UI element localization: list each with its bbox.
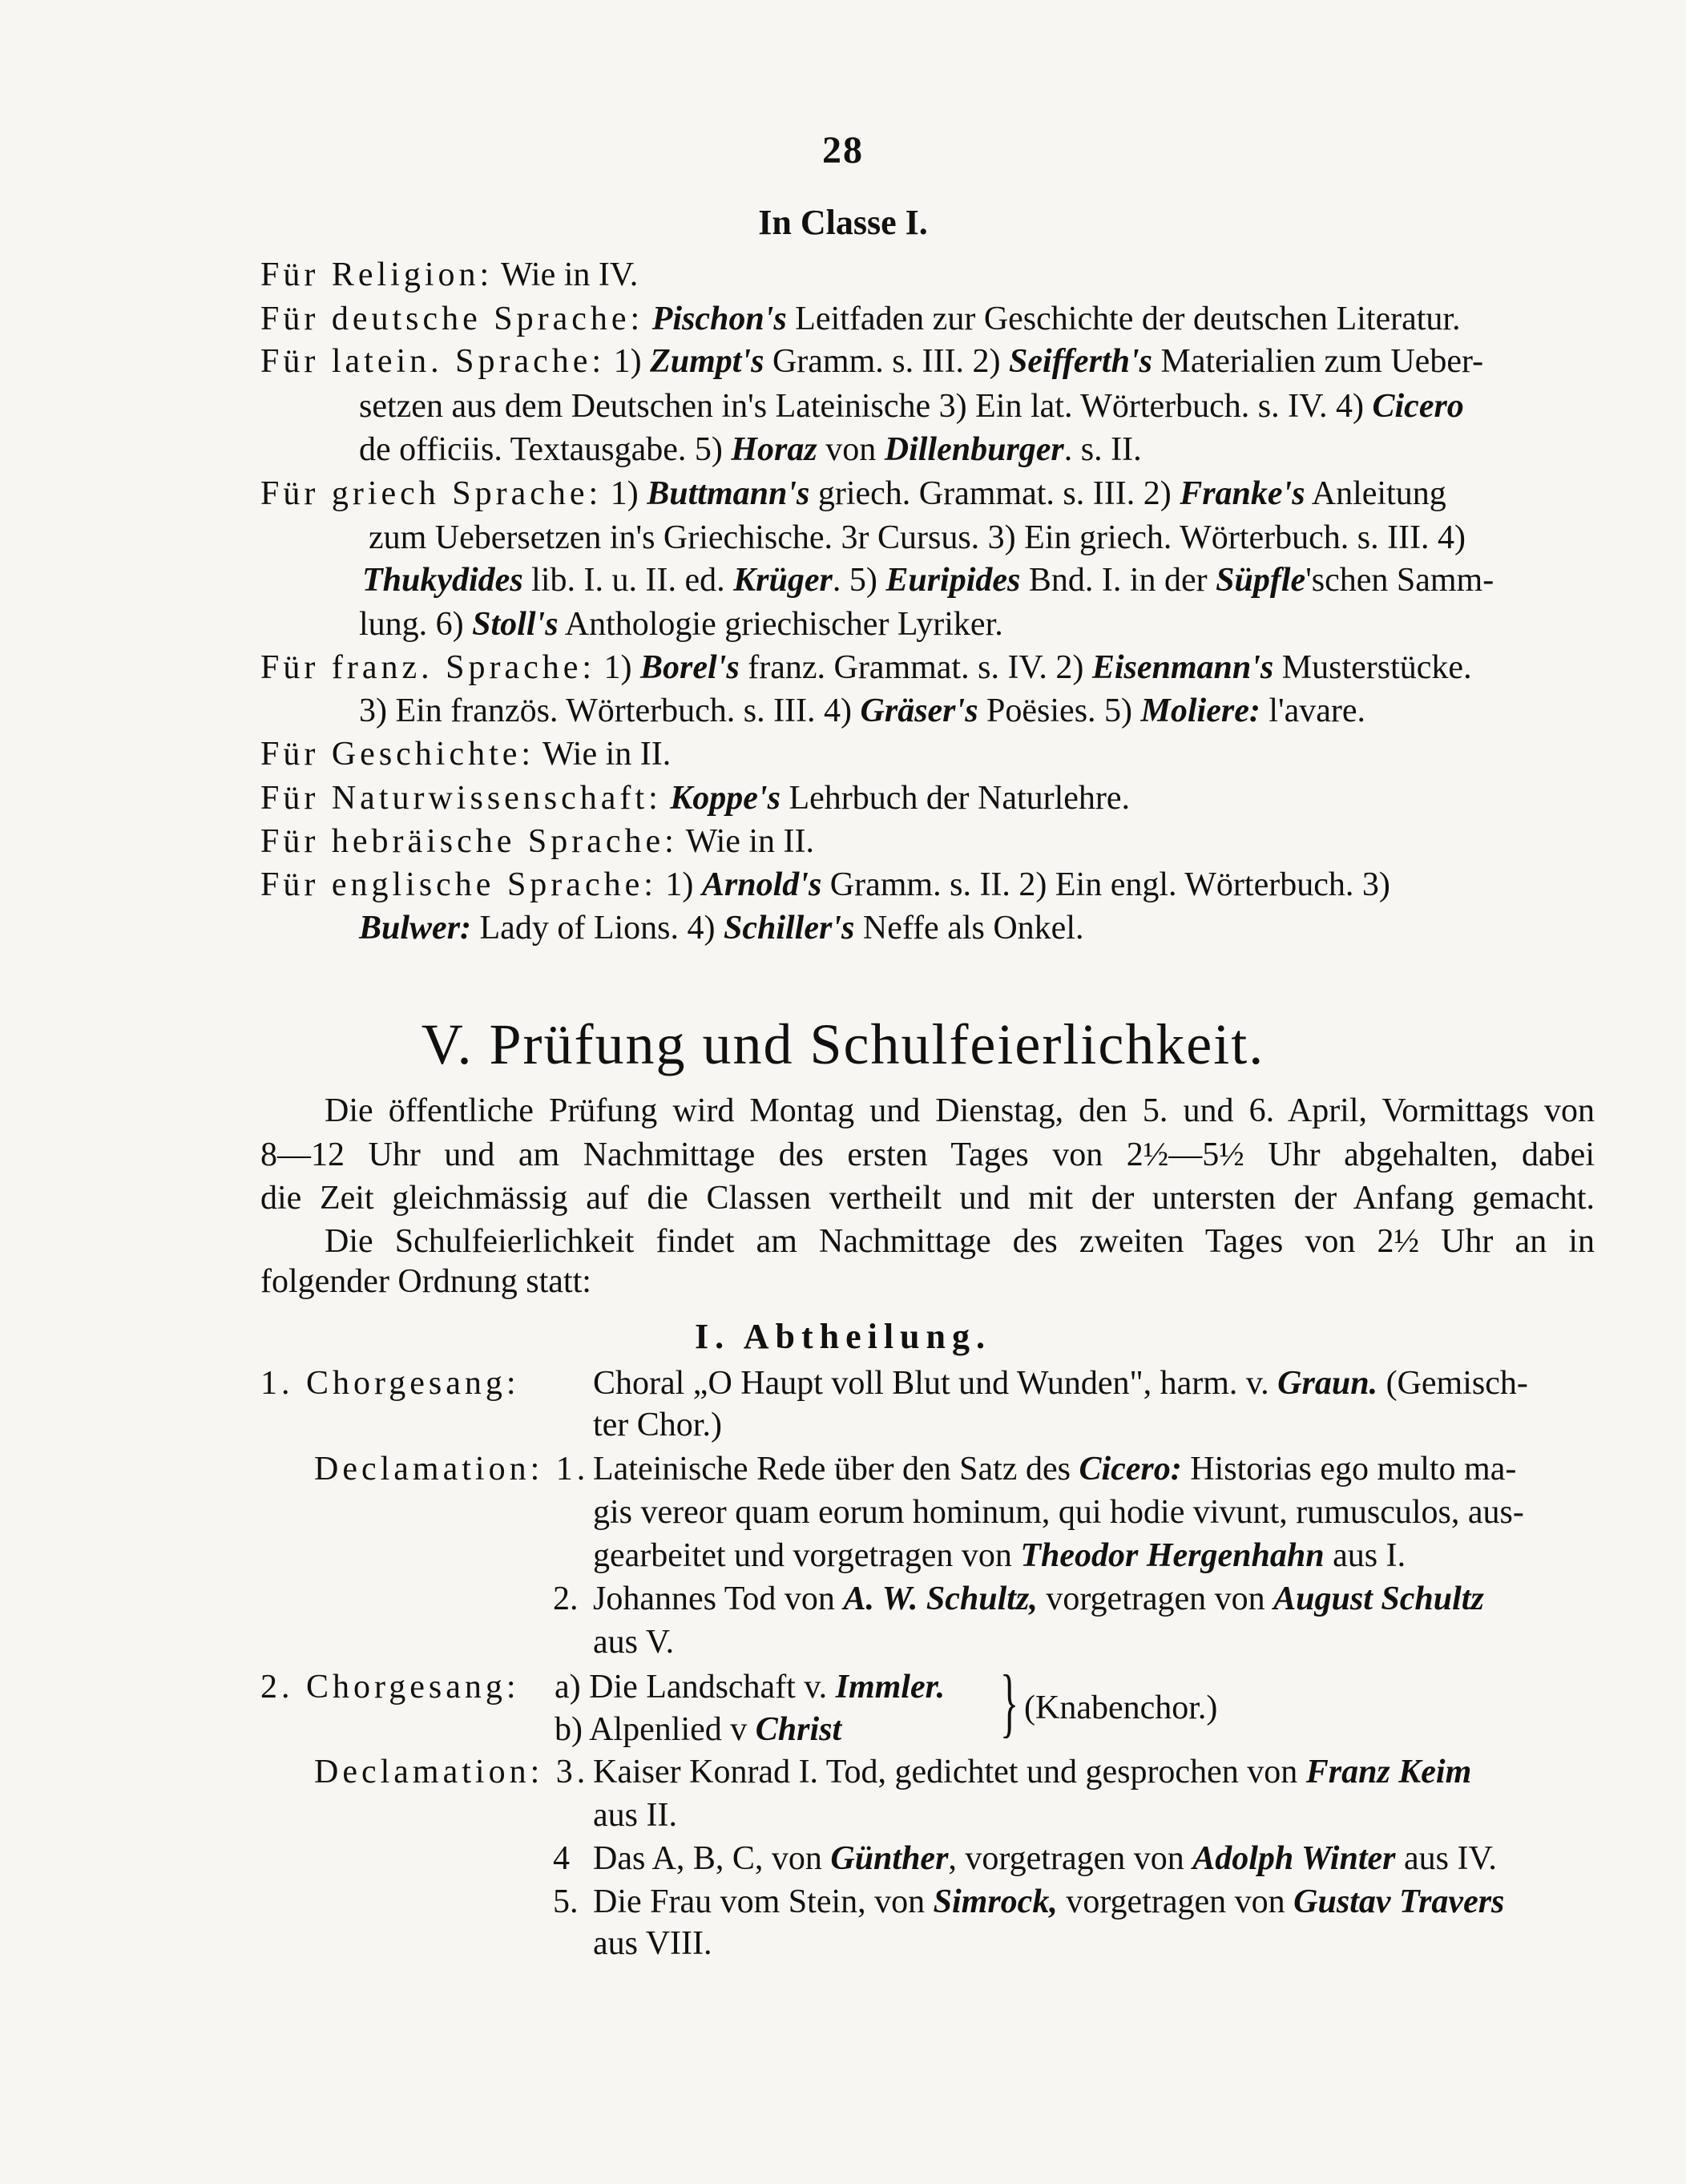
text-run: lung. 6): [359, 606, 464, 643]
chorgesang-label: 2. Chorgesang:: [260, 1669, 520, 1706]
program-item-johannes: [593, 1582, 1484, 1616]
paragraph-line: Die öffentliche Prüfung wird Montag und Dienstag, den 5. und 6. April, Vormittags von: [325, 1092, 1595, 1129]
program-item-johannes-line2: aus V.: [593, 1624, 675, 1661]
program-item-frau-vom-stein: [593, 1885, 1504, 1919]
text-run: (Gemisch-: [1386, 1365, 1528, 1402]
item-number: 2.: [553, 1580, 579, 1617]
author-name: Horaz: [731, 431, 817, 468]
author-name: Borel's: [640, 649, 740, 686]
author-name: Zumpt's: [650, 343, 764, 380]
program-item-rede-line2: gis vereor quam eorum hominum, qui hodie vivunt, rumusculos, aus-: [593, 1494, 1524, 1531]
text-run: aus IV.: [1404, 1840, 1497, 1877]
person-name: Franz Keim: [1305, 1754, 1472, 1790]
paragraph-line: die Zeit gleichmässig auf die Classen vertheilt und mit der untersten der Anfang gemacht.: [260, 1180, 1595, 1217]
text-run: vorgetragen von: [1046, 1580, 1265, 1617]
text-run: Poësies. 5): [986, 692, 1133, 729]
declamation-label: Declamation: 3.: [314, 1754, 590, 1790]
text-run: Die Frau vom Stein, von: [593, 1883, 926, 1920]
subject-griech-line4: [359, 608, 1003, 641]
author-name: A. W. Schultz,: [843, 1580, 1038, 1617]
program-label: [314, 1755, 589, 1789]
subject-latein-line3: [359, 433, 1142, 466]
author-name: Franke's: [1180, 475, 1305, 512]
text-run: Gramm. s. III. 2): [772, 343, 1001, 380]
author-name: Krüger: [733, 562, 833, 599]
subject-label: Für Geschichte:: [260, 736, 535, 773]
author-name: Stoll's: [472, 606, 559, 643]
text-run: Lateinische Rede über den Satz des: [593, 1451, 1071, 1488]
text-run: lib. I. u. II. ed.: [531, 562, 725, 599]
subject-griech-line3: [362, 563, 1494, 597]
text-run: griech. Grammat. s. III. 2): [817, 475, 1172, 512]
author-name: Eisenmann's: [1091, 649, 1274, 686]
text-run: Lady of Lions. 4): [479, 910, 716, 947]
text-run: 1): [613, 343, 642, 380]
subject-griech-line2: [369, 521, 1466, 555]
author-name: Koppe's: [670, 780, 780, 817]
author-name: Simrock,: [933, 1883, 1058, 1920]
subject-label: Für Religion:: [260, 256, 494, 293]
text-run: setzen aus dem Deutschen in's Lateinische 3) Ein lat. Wörterbuch. s. IV. 4): [359, 388, 1364, 425]
program-label: [260, 1670, 520, 1704]
author-name: Buttmann's: [647, 475, 810, 512]
program-item-rede-line3: [593, 1539, 1406, 1572]
subject-natur: [260, 781, 1130, 815]
text-run: 1): [603, 649, 632, 686]
subject-label: Für hebräische Sprache:: [260, 823, 678, 860]
text-run: , vorgetragen von: [948, 1840, 1184, 1877]
author-name: Christ: [755, 1711, 842, 1748]
text-run: Kaiser Konrad I. Tod, gedichtet und gesprochen von: [593, 1754, 1298, 1790]
text-run: vorgetragen von: [1066, 1883, 1285, 1920]
subject-franz-line2: [359, 694, 1365, 728]
text-run: Anthologie griechischer Lyriker.: [564, 606, 1003, 643]
subject-engl-line2: [359, 911, 1083, 945]
program-item-landschaft: [555, 1670, 945, 1704]
text-run: Gramm. s. II. 2) Ein engl. Wörterbuch. 3): [829, 866, 1390, 903]
program-item-rede: [593, 1452, 1516, 1486]
subject-label: Für latein. Sprache:: [260, 343, 606, 380]
author-name: Euripides: [885, 562, 1021, 599]
author-name: Süpfle: [1216, 562, 1306, 599]
program-item-konrad: [593, 1755, 1471, 1789]
program-item-abc: [593, 1842, 1497, 1875]
section-heading: V. Prüfung und Schulfeierlichkeit.: [421, 1012, 1265, 1076]
text-run: l'avare.: [1269, 692, 1365, 729]
text-run: gearbeitet und vorgetragen von: [593, 1537, 1012, 1574]
text-run: franz. Grammat. s. IV. 2): [748, 649, 1084, 686]
author-name: Pischon's: [651, 301, 787, 337]
program-item-frau-vom-stein-line2: aus VIII.: [593, 1925, 712, 1962]
subject-hebr: [260, 825, 814, 858]
program-item-konrad-line2: aus II.: [593, 1797, 677, 1834]
text-run: b) Alpenlied v: [555, 1711, 748, 1748]
text-run: Materialien zum Ueber-: [1160, 343, 1484, 380]
subject-label: Für englische Sprache:: [260, 866, 657, 903]
text-run: 'schen Samm-: [1305, 562, 1494, 599]
program-item-alpenlied: [555, 1713, 841, 1746]
subject-franz: [260, 651, 1472, 684]
subject-religion: [260, 258, 638, 292]
subject-label: Für deutsche Sprache:: [260, 301, 644, 337]
paragraph-line: folgender Ordnung statt:: [260, 1263, 591, 1300]
subject-text: Lehrbuch der Naturlehre.: [789, 780, 1131, 817]
chorgesang-label: 1. Chorgesang:: [260, 1365, 520, 1402]
declamation-label: Declamation: 1.: [314, 1451, 590, 1488]
program-label: [260, 1367, 520, 1400]
text-run: 3) Ein französ. Wörterbuch. s. III. 4): [359, 692, 853, 729]
subject-text: Wie in II.: [685, 823, 815, 860]
text-run: Choral „O Haupt voll Blut und Wunden", harm. v.: [593, 1365, 1269, 1402]
text-run: 1): [610, 475, 639, 512]
paragraph-line: Die Schulfeierlichkeit findet am Nachmittage des zweiten Tages von 2½ Uhr an in: [325, 1223, 1595, 1260]
text-run: 1): [665, 866, 694, 903]
page-number: 28: [822, 129, 864, 172]
author-name: Graun.: [1277, 1365, 1378, 1402]
author-name: Günther: [830, 1840, 949, 1877]
item-number: 4: [553, 1840, 570, 1877]
subject-label: Für Naturwissenschaft:: [260, 780, 662, 817]
text-run: Historias ego multo ma-: [1190, 1451, 1517, 1488]
text-run: Bnd. I. in der: [1028, 562, 1208, 599]
subject-latein: [260, 345, 1483, 378]
person-name: August Schultz: [1273, 1580, 1484, 1617]
subject-engl: [260, 868, 1390, 902]
author-name: Schiller's: [723, 910, 855, 947]
author-name: Cicero:: [1079, 1451, 1182, 1488]
text-run: Musterstücke.: [1281, 649, 1472, 686]
subject-label: Für griech Sprache:: [260, 475, 603, 512]
item-number: 5.: [553, 1883, 579, 1920]
text-run: . 5): [832, 562, 877, 599]
text-run: Johannes Tod von: [593, 1580, 835, 1617]
text-run: a) Die Landschaft v.: [555, 1669, 828, 1706]
subject-latein-line2: [359, 390, 1464, 423]
author-name: Arnold's: [701, 866, 822, 903]
subject-geschichte: [260, 737, 671, 771]
subject-text: Wie in IV.: [500, 256, 639, 293]
subject-text: Leitfaden zur Geschichte der deutschen Literatur.: [795, 301, 1461, 337]
classe-heading: In Classe I.: [758, 203, 928, 242]
author-name: Cicero: [1372, 388, 1464, 425]
author-name: Thukydides: [362, 562, 523, 599]
text-run: de officiis. Textausgabe. 5): [359, 431, 723, 468]
person-name: Gustav Travers: [1293, 1883, 1505, 1920]
subject-text: Wie in II.: [542, 736, 672, 773]
text-run: Neffe als Onkel.: [862, 910, 1084, 947]
program-label: [314, 1452, 589, 1486]
program-item-choral-line2: ter Chor.): [593, 1407, 722, 1443]
subject-label: Für franz. Sprache:: [260, 649, 596, 686]
author-name: Bulwer:: [359, 910, 472, 947]
knabenchor-note: (Knabenchor.): [1024, 1689, 1218, 1726]
author-name: Dillenburger: [884, 431, 1064, 468]
author-name: Gräser's: [860, 692, 978, 729]
text-run: zum Uebersetzen in's Griechische. 3r Cursus. 3) Ein griech. Wörterbuch. s. III. 4): [369, 519, 1466, 556]
author-name: Immler.: [835, 1669, 946, 1706]
abteilung-heading: I. Abtheilung.: [695, 1317, 991, 1356]
text-run: . s. II.: [1063, 431, 1142, 468]
subject-deutsch: [260, 302, 1461, 336]
text-run: aus I.: [1333, 1537, 1406, 1574]
person-name: Theodor Hergenhahn: [1020, 1537, 1325, 1574]
brace: }: [1000, 1659, 1019, 1745]
person-name: Adolph Winter: [1192, 1840, 1396, 1877]
text-run: Anleitung: [1311, 475, 1446, 512]
program-item-choral: [593, 1367, 1528, 1400]
paragraph-line: 8—12 Uhr und am Nachmittage des ersten Tages von 2½—5½ Uhr abgehalten, dabei: [260, 1136, 1595, 1173]
author-name: Moliere:: [1140, 692, 1260, 729]
subject-griech: [260, 477, 1446, 511]
text-run: von: [825, 431, 877, 468]
text-run: Das A, B, C, von: [593, 1840, 822, 1877]
author-name: Seifferth's: [1009, 343, 1152, 380]
